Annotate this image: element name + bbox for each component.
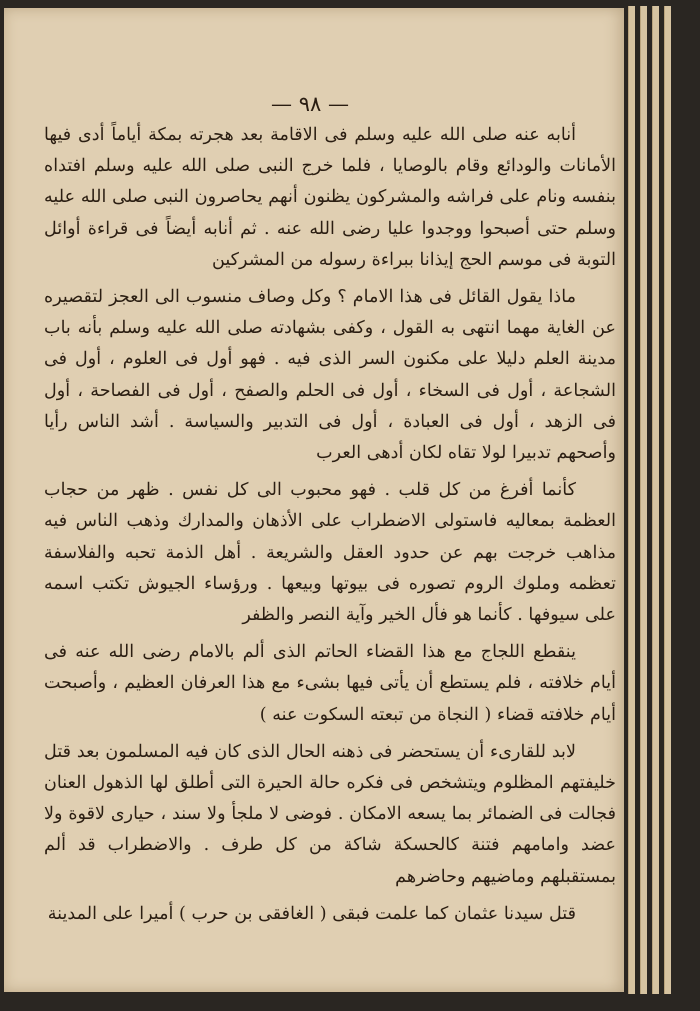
paragraph: ينقطع اللجاج مع هذا القضاء الحاتم الذى ألم بالامام رضى الله عنه فى أيام خلافته ، فلم يستطع أن يأتى فيها بشىء مع هذا العرفان العظيم ، وأصبحت أيام خلافته قضاء ( النجاة من تبعته السكوت عنه ) [44, 642, 616, 725]
page-number: — ٩٨ — [271, 92, 349, 116]
page-edge-stack [652, 6, 659, 994]
paragraph: ماذا يقول القائل فى هذا الامام ؟ وكل وصاف منسوب الى العجز لتقصيره عن الغاية مهما انتهى به القول ، وكفى بشهادته صلى الله عليه وسلم بأنه باب مدينة العلم دليلا على مكنون السر الذى فيه . فهو أول فى العلوم ، أول فى الشجاعة ، أول فى السخاء ، أول فى الحلم والصفح ، أول فى الفصاحة ، أول فى الزهد ، أول فى العبادة ، أول فى التدبير والسياسة . أشد الناس رأيا وأصحهم تدبيرا لولا تقاه لكان أدهى العرب [44, 287, 616, 464]
page-edge-stack [628, 6, 635, 994]
paragraph: أنابه عنه صلى الله عليه وسلم فى الاقامة بعد هجرته بمكة أياماً أدى فيها الأمانات والودائع وقام بالوصايا ، فلما خرج النبى صلى الله عليه وسلم افتداه بنفسه ونام على فراشه والمشركون يظنون أنهم يحاصرون النبى صلى الله عليه وسلم حتى أصبحوا ووجدوا عليا رضى الله عنه . ثم أنابه أيضاً فى قراءة أوائل التوبة فى موسم الحج إيذانا ببراءة رسوله من المشركين [44, 125, 616, 270]
page-edge-stack [640, 6, 647, 994]
paragraph: لابد للقارىء أن يستحضر فى ذهنه الحال الذى كان فيه المسلمون بعد قتل خليفتهم المظلوم ويتشخص فى فكره حالة الحيرة التى أطلق لها الذهول العنان فجالت فى الضمائر بما يسعه الامكان . فوضى لا ملجأ ولا سند ، حيارى لاقوة ولا عضد وامامهم فتنة كالحسكة شاكة من كل طرف . والاضطراب قد ألم بمستقبلهم وماضيهم وحاضرهم [44, 741, 616, 887]
paragraph: كأنما أفرغ من كل قلب . فهو محبوب الى كل نفس . ظهر من حجاب العظمة بمعاليه فاستولى الاضطراب على الأذهان والمدارك وذهب الناس فيه مذاهب خرجت بهم عن حدود العقل والشريعة . أهل الذمة تحبه والفلاسفة تعظمه وملوك الروم تصوره فى بيوتها وبيعها . ورؤساء الجيوش تكتب اسمه على سيوفها . كأنما هو فأل الخير وآية النصر والظفر [44, 480, 616, 626]
paragraph: قتل سيدنا عثمان كما علمت فبقى ( الغافقى بن حرب ) أميرا على المدينة [47, 903, 576, 924]
page-edge-stack [664, 6, 671, 994]
body-text [44, 120, 616, 930]
